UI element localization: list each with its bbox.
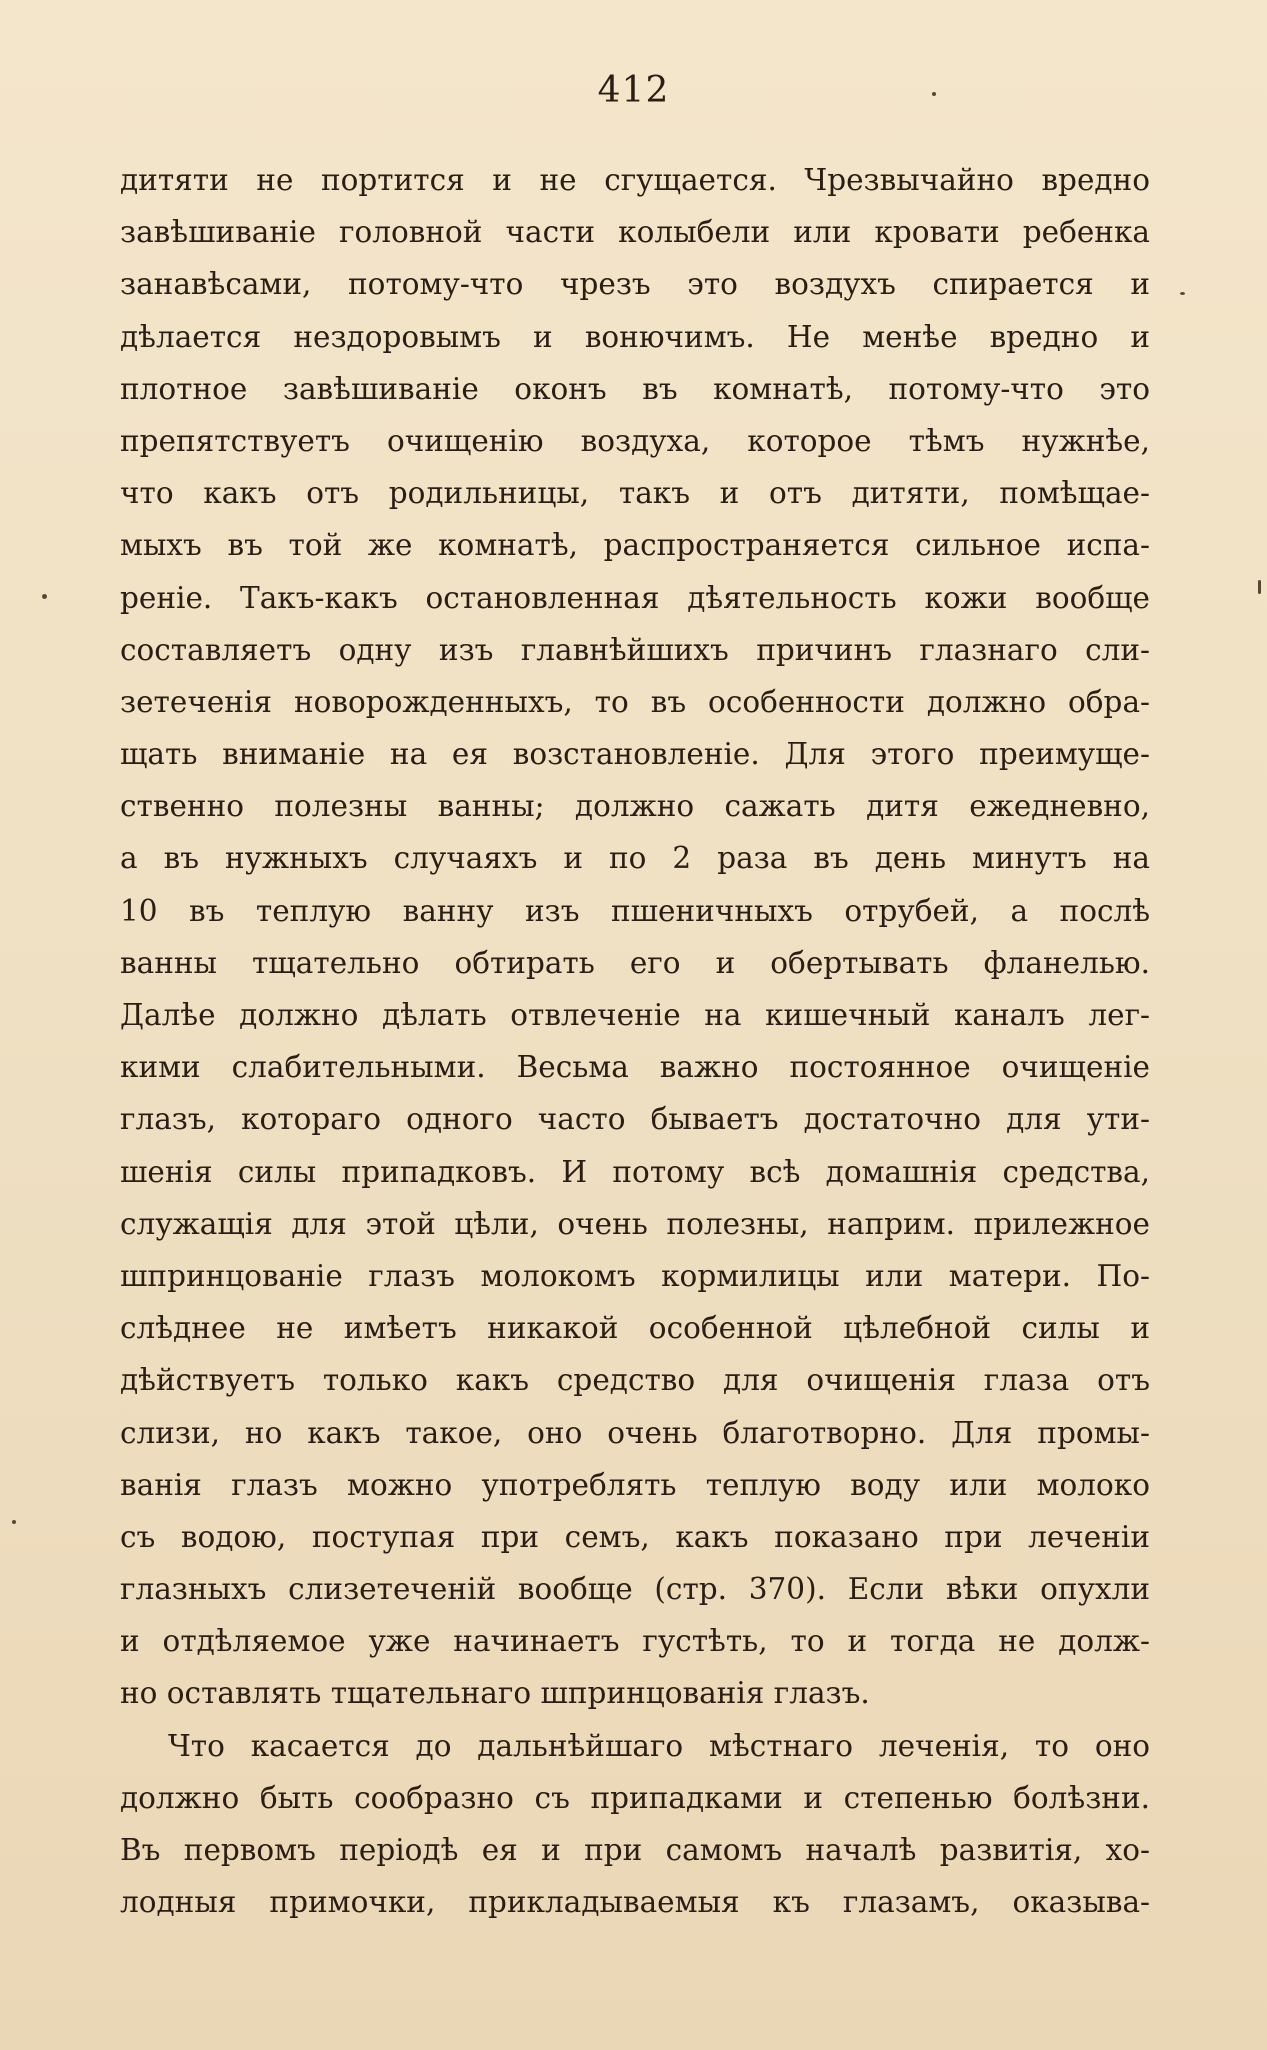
text-line: щать вниманіе на ея возстановленіе. Для этого преимуще- [120,737,1150,772]
paper-speck [932,92,936,96]
text-line: дитяти не портится и не сгущается. Чрезвычайно вредно [120,163,1150,197]
paragraph-2 [120,1720,1150,1929]
text-line: дѣлается нездоровымъ и вонючимъ. Не менѣе вредно и [120,319,1150,354]
paper-speck [1180,292,1185,295]
text-line: слѣднее не имѣетъ никакой особенной цѣлебной силы и [120,1311,1150,1346]
text-line: и отдѣляемое уже начинаетъ густѣть, то и тогда не долж- [120,1624,1150,1659]
page-number: 412 [597,70,670,111]
text-line: препятствуетъ очищенію воздуха, которое тѣмъ нужнѣе, [120,423,1150,458]
text-line: съ водою, поступая при семъ, какъ показано при леченіи [120,1519,1150,1554]
text-line: а въ нужныхъ случаяхъ и по 2 раза въ день минутъ на [120,841,1150,876]
text-line: должно быть сообразно съ припадками и степенью болѣзни. [120,1780,1150,1815]
paper-speck [42,594,47,599]
text-line: Въ первомъ періодѣ ея и при самомъ началѣ развитія, хо- [120,1833,1150,1867]
text-line: глазныхъ слизетеченій вообще (стр. 370). Если вѣки опухли [120,1572,1150,1607]
text-line: плотное завѣшиваніе оконъ въ комнатѣ, потому-что это [120,371,1150,406]
text-line: мыхъ въ той же комнатѣ, распространяется сильное испа- [120,528,1150,563]
text-line: зетеченія новорожденныхъ, то въ особенности должно обра- [120,684,1150,719]
text-line: дѣйствуетъ только какъ средство для очищенія глаза отъ [120,1363,1150,1398]
text-line: ванія глазъ можно употреблять теплую воду или молоко [120,1467,1150,1502]
text-line: ственно полезны ванны; должно сажать дитя ежедневно, [120,789,1150,824]
text-line: завѣшиваніе головной части колыбели или кровати ребенка [120,215,1150,250]
text-line: Что касается до дальнѣйшаго мѣстнаго леченія, то оно [168,1728,1150,1763]
text-line: кими слабительными. Весьма важно постоянное очищеніе [120,1050,1150,1085]
text-line: шпринцованіе глазъ молокомъ кормилицы или матери. По- [120,1258,1150,1293]
text-line: ванны тщательно обтирать его и обертывать фланелью. [120,945,1150,980]
text-line: занавѣсами, потому-что чрезъ это воздухъ спирается и [120,267,1150,302]
text-line: Далѣе должно дѣлать отвлеченіе на кишечный каналъ лег- [120,998,1150,1032]
text-line: но оставлять тщательнаго шпринцованія глазъ. [120,1676,870,1711]
text-line: шенія силы припадковъ. И потому всѣ домашнія средства, [120,1154,1150,1189]
text-line: лодныя примочки, прикладываемыя къ глазамъ, оказыва- [120,1885,1150,1920]
paragraph-1 [120,154,1150,1720]
text-line: служащія для этой цѣли, очень полезны, наприм. прилежное [120,1206,1150,1241]
paper-speck [1258,580,1261,594]
text-line: 10 въ теплую ванну изъ пшеничныхъ отрубей, а послѣ [120,893,1150,928]
paper-speck [12,1520,16,1524]
text-line: глазъ, котораго одного часто бываетъ достаточно для ути- [120,1102,1150,1137]
text-line: слизи, но какъ такое, оно очень благотворно. Для промы- [120,1415,1150,1450]
text-line: реніе. Такъ-какъ остановленная дѣятельность кожи вообще [120,580,1150,615]
text-line: составляетъ одну изъ главнѣйшихъ причинъ глазнаго сли- [120,632,1150,667]
body-text [120,154,1150,1928]
text-line: что какъ отъ родильницы, такъ и отъ дитяти, помѣщае- [120,476,1150,511]
